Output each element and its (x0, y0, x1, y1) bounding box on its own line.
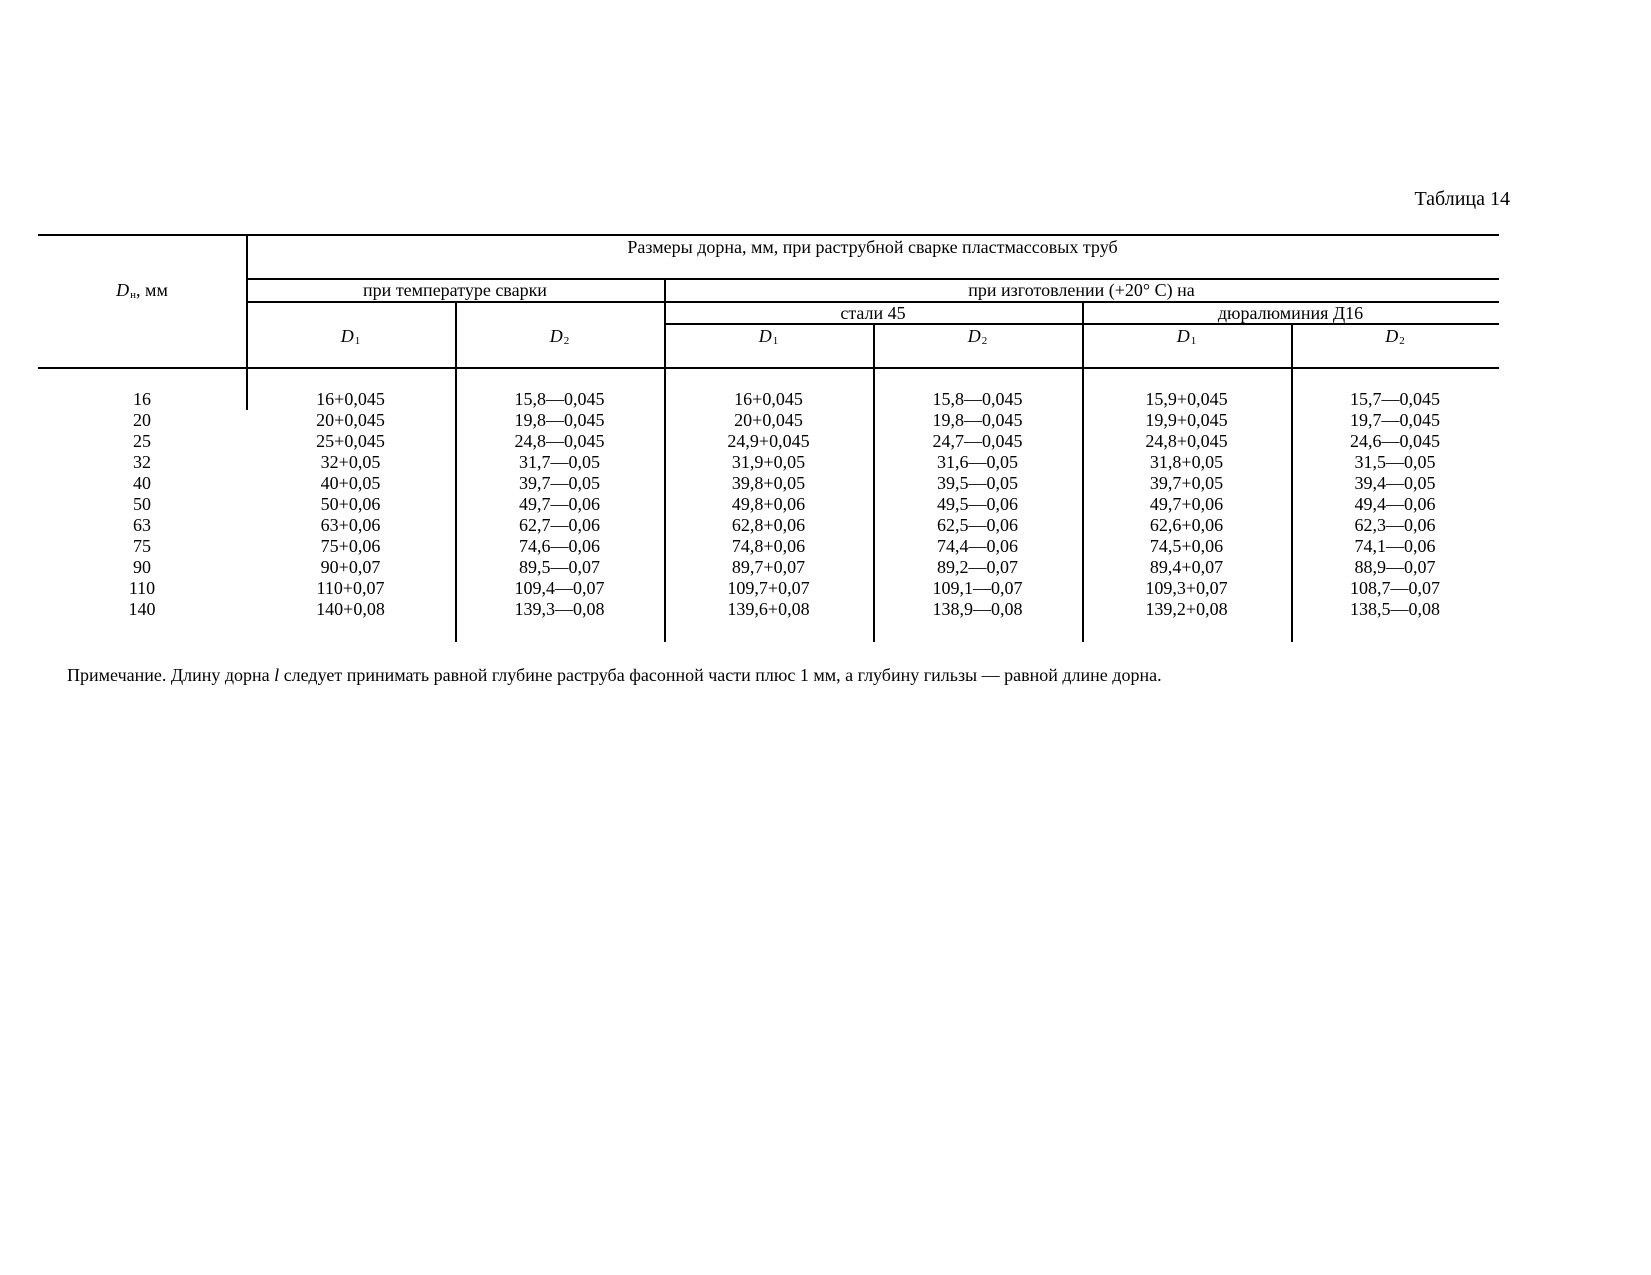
cell-value: 140 (128, 599, 156, 619)
cell-value: 110+0,07 (316, 578, 385, 598)
cell-value: 19,8—0,045 (514, 410, 605, 430)
dn-subscript: н (130, 289, 137, 301)
cell-value: 108,7—0,07 (1350, 578, 1440, 598)
cell-value: 19,9+0,045 (1145, 410, 1228, 430)
cell-value: 20 (133, 410, 151, 430)
dn-symbol: D (116, 280, 130, 300)
cell-value: 89,5—0,07 (519, 557, 600, 577)
cell-value: 75+0,06 (320, 536, 381, 556)
cell-value: 50+0,06 (320, 494, 381, 514)
cell-value: 24,8—0,045 (514, 431, 605, 451)
cell-value: 89,7+0,07 (731, 557, 806, 577)
cell-value: 24,7—0,045 (932, 431, 1023, 451)
header-weld-d2: D2 (549, 326, 570, 347)
cell-value: 62,8+0,06 (731, 515, 806, 535)
cell-value: 139,6+0,08 (727, 599, 810, 619)
cell-value: 90 (133, 557, 151, 577)
cell-value: 20+0,045 (734, 410, 803, 430)
cell-value: 31,7—0,05 (519, 452, 600, 472)
header-duralumin: дюралюминия Д16 (1217, 303, 1364, 323)
cell-value: 49,5—0,06 (937, 494, 1018, 514)
header-manufacturing: при изготовлении (+20° С) на (968, 280, 1195, 300)
cell-value: 88,9—0,07 (1354, 557, 1436, 577)
header-dur-d1: D1 (1176, 326, 1197, 347)
cell-value: 24,8+0,045 (1145, 431, 1228, 451)
cell-value: 31,5—0,05 (1354, 452, 1436, 472)
cell-value: 39,8+0,05 (731, 473, 806, 493)
cell-value: 62,5—0,06 (937, 515, 1018, 535)
cell-value: 39,5—0,05 (937, 473, 1018, 493)
cell-value: 31,9+0,05 (731, 452, 806, 472)
column-weld-d1 (246, 389, 455, 620)
rule-under-header (38, 367, 1499, 369)
cell-value: 39,7+0,05 (1149, 473, 1224, 493)
cell-value: 139,2+0,08 (1145, 599, 1228, 619)
cell-value: 25 (133, 431, 151, 451)
cell-value: 138,5—0,08 (1350, 599, 1440, 619)
cell-value: 74,8+0,06 (731, 536, 806, 556)
column-dur-d1 (1082, 389, 1291, 620)
cell-value: 139,3—0,08 (514, 599, 605, 619)
cell-value: 39,4—0,05 (1354, 473, 1436, 493)
cell-value: 74,1—0,06 (1354, 536, 1436, 556)
cell-value: 62,6+0,06 (1149, 515, 1224, 535)
cell-value: 32 (133, 452, 151, 472)
cell-value: 75 (133, 536, 151, 556)
cell-value: 63 (133, 515, 151, 535)
cell-value: 19,7—0,045 (1350, 410, 1440, 430)
cell-value: 31,6—0,05 (937, 452, 1018, 472)
cell-value: 49,7—0,06 (519, 494, 600, 514)
cell-value: 32+0,05 (320, 452, 381, 472)
cell-value: 19,8—0,045 (932, 410, 1023, 430)
table-caption: Таблица 14 (1414, 188, 1510, 210)
note-symbol: l (274, 665, 280, 685)
column-steel-d1 (664, 389, 873, 620)
cell-value: 16 (133, 389, 151, 409)
cell-value: 63+0,06 (320, 515, 381, 535)
dimensions-table (38, 234, 1499, 642)
cell-value: 49,8+0,06 (731, 494, 806, 514)
cell-value: 62,3—0,06 (1354, 515, 1436, 535)
column-steel-d2 (873, 389, 1082, 620)
cell-value: 89,4+0,07 (1149, 557, 1224, 577)
cell-value: 39,7—0,05 (519, 473, 600, 493)
cell-value: 109,1—0,07 (932, 578, 1023, 598)
cell-value: 138,9—0,08 (932, 599, 1023, 619)
cell-value: 109,7+0,07 (727, 578, 810, 598)
cell-value: 24,9+0,045 (727, 431, 810, 451)
note-prefix: Примечание. Длину дорна (67, 665, 275, 685)
cell-value: 89,2—0,07 (937, 557, 1018, 577)
table-note (67, 664, 1162, 686)
cell-value: 74,5+0,06 (1149, 536, 1224, 556)
cell-value: 24,6—0,045 (1350, 431, 1440, 451)
cell-value: 90+0,07 (320, 557, 381, 577)
cell-value: 16+0,045 (734, 389, 803, 409)
cell-value: 15,7—0,045 (1350, 389, 1440, 409)
header-welding-temp: при температуре сварки (363, 280, 547, 300)
column-weld-d2 (455, 389, 664, 620)
header-weld-d1: D1 (340, 326, 361, 347)
cell-value: 140+0,08 (316, 599, 385, 619)
cell-value: 50 (133, 494, 151, 514)
cell-value: 16+0,045 (316, 389, 385, 409)
note-suffix: следует принимать равной глубине раструба фасонной части плюс 1 мм, а глубину гильзы — равной длине дорна. (279, 665, 1162, 685)
dn-unit: , мм (136, 280, 168, 300)
header-steel-d2: D2 (967, 326, 988, 347)
col-divider-1 (246, 234, 248, 410)
cell-value: 20+0,045 (316, 410, 385, 430)
cell-value: 49,4—0,06 (1354, 494, 1436, 514)
header-dur-d2: D2 (1385, 326, 1405, 347)
header-group-title: Размеры дорна, мм, при раструбной сварке пластмассовых труб (627, 237, 1118, 257)
column-dur-d2 (1291, 389, 1499, 620)
cell-value: 25+0,045 (316, 431, 385, 451)
cell-value: 31,8+0,05 (1149, 452, 1224, 472)
column-dn (38, 389, 246, 620)
cell-value: 40 (133, 473, 151, 493)
cell-value: 15,8—0,045 (514, 389, 605, 409)
cell-value: 74,4—0,06 (937, 536, 1018, 556)
cell-value: 110 (128, 578, 156, 598)
cell-value: 15,9+0,045 (1145, 389, 1228, 409)
cell-value: 62,7—0,06 (519, 515, 600, 535)
header-steel: стали 45 (840, 303, 906, 323)
cell-value: 74,6—0,06 (519, 536, 600, 556)
header-steel-d1: D1 (758, 326, 779, 347)
cell-value: 40+0,05 (320, 473, 381, 493)
header-dn (38, 279, 246, 306)
cell-value: 49,7+0,06 (1149, 494, 1224, 514)
cell-value: 109,3+0,07 (1145, 578, 1228, 598)
cell-value: 15,8—0,045 (932, 389, 1023, 409)
cell-value: 109,4—0,07 (514, 578, 605, 598)
